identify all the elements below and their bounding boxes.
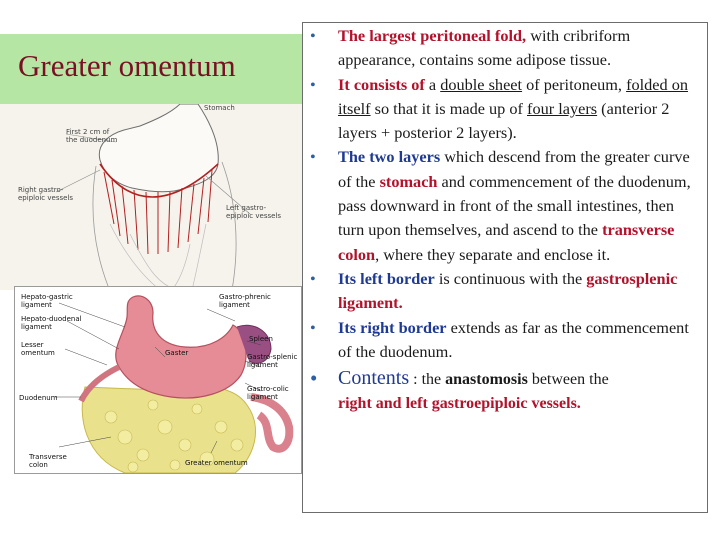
anatomy-illustration <box>14 286 302 474</box>
bullet-marker: • <box>310 317 316 337</box>
label-lesser-omentum: Lesser omentum <box>21 341 55 357</box>
bullet-text-highlight: The largest peritoneal fold, <box>338 26 527 45</box>
label-left-gastroepiploic: Left gastro- epiploic vessels <box>226 204 282 220</box>
bullet-text-underlined: folded on itself <box>338 74 689 118</box>
label-gaster: Gaster <box>165 349 189 357</box>
bullet-text: (anterior 2 layers + posterior 2 layers). <box>338 98 670 143</box>
bullet-text: a <box>424 74 441 94</box>
contents-sep: : the <box>409 371 446 389</box>
bullet-text-highlight: Its left border <box>338 268 435 288</box>
label-right-gastroepiploic: Right gastro- epiploic vessels <box>18 186 74 202</box>
label-stomach: Stomach <box>204 104 235 112</box>
bullet-text-underlined: double sheet <box>440 74 523 94</box>
label-spleen: Spleen <box>249 335 273 343</box>
label-hepato-duodenal: Hepato-duodenal ligament <box>21 315 82 331</box>
bullet-item <box>302 145 706 266</box>
contents-mid: between the <box>527 371 609 389</box>
bullet-text: , where they separate and enclose it. <box>375 244 611 264</box>
bullet-marker: • <box>310 74 316 94</box>
contents-tail: right and left gastroepiploic vessels. <box>338 395 581 413</box>
label-gastro-splenic: Gastro-splenic ligament <box>247 353 298 369</box>
bullet-text: with cribriform appearance, contains some adipose tissue. <box>338 26 631 70</box>
bullet-item <box>302 316 706 365</box>
bullet-item <box>302 24 706 73</box>
bullet-marker: • <box>310 147 316 167</box>
bullet-text-underlined: four layers <box>527 98 598 118</box>
bullet-text-highlight: transverse colon <box>338 220 675 264</box>
label-duodenum: Duodenum <box>19 394 58 402</box>
bullet-item-contents <box>302 366 706 417</box>
bullet-item <box>302 267 706 316</box>
omentum-diagram <box>0 104 302 290</box>
bullet-text: extends as far as the commencement of the duodenum. <box>338 317 689 361</box>
bullet-text: of peritoneum, <box>522 74 627 94</box>
bullet-marker: • <box>310 26 316 45</box>
bullet-text: which descend from the greater curve of the <box>338 147 690 191</box>
contents-term: anastomosis <box>445 371 528 389</box>
bullet-text-highlight: gastrosplenic ligament. <box>338 268 678 313</box>
bullet-marker: • <box>310 268 316 288</box>
bullet-text-highlight: The two layers <box>338 147 441 167</box>
bullet-marker: • <box>310 366 318 391</box>
bullet-text-highlight: stomach <box>379 171 438 191</box>
label-first-duodenum: First 2 cm of the duodenum <box>66 128 118 144</box>
bullet-list <box>302 24 706 417</box>
label-gastro-phrenic: Gastro-phrenic ligament <box>219 293 271 309</box>
label-gastro-colic: Gastro-colic ligament <box>247 385 289 401</box>
bullet-text-highlight: Its right border <box>338 317 447 337</box>
bullet-text-highlight: It consists of <box>338 74 425 94</box>
label-greater-omentum: Greater omentum <box>185 459 248 467</box>
label-hepato-gastric: Hepato-gastric ligament <box>21 293 73 309</box>
bullet-item <box>302 73 706 146</box>
contents-heading: Contents <box>338 367 410 390</box>
bullet-text: and commencement of the duodenum, pass downward in front of the small intestines, then turn upon themselves, and ascend to the <box>338 171 691 240</box>
bullet-text: is continuous with the <box>434 268 587 288</box>
slide-title: Greater omentum <box>18 48 236 83</box>
bullet-text: so that it is made up of <box>370 98 528 118</box>
label-transverse-colon: Transverse colon <box>29 453 67 469</box>
